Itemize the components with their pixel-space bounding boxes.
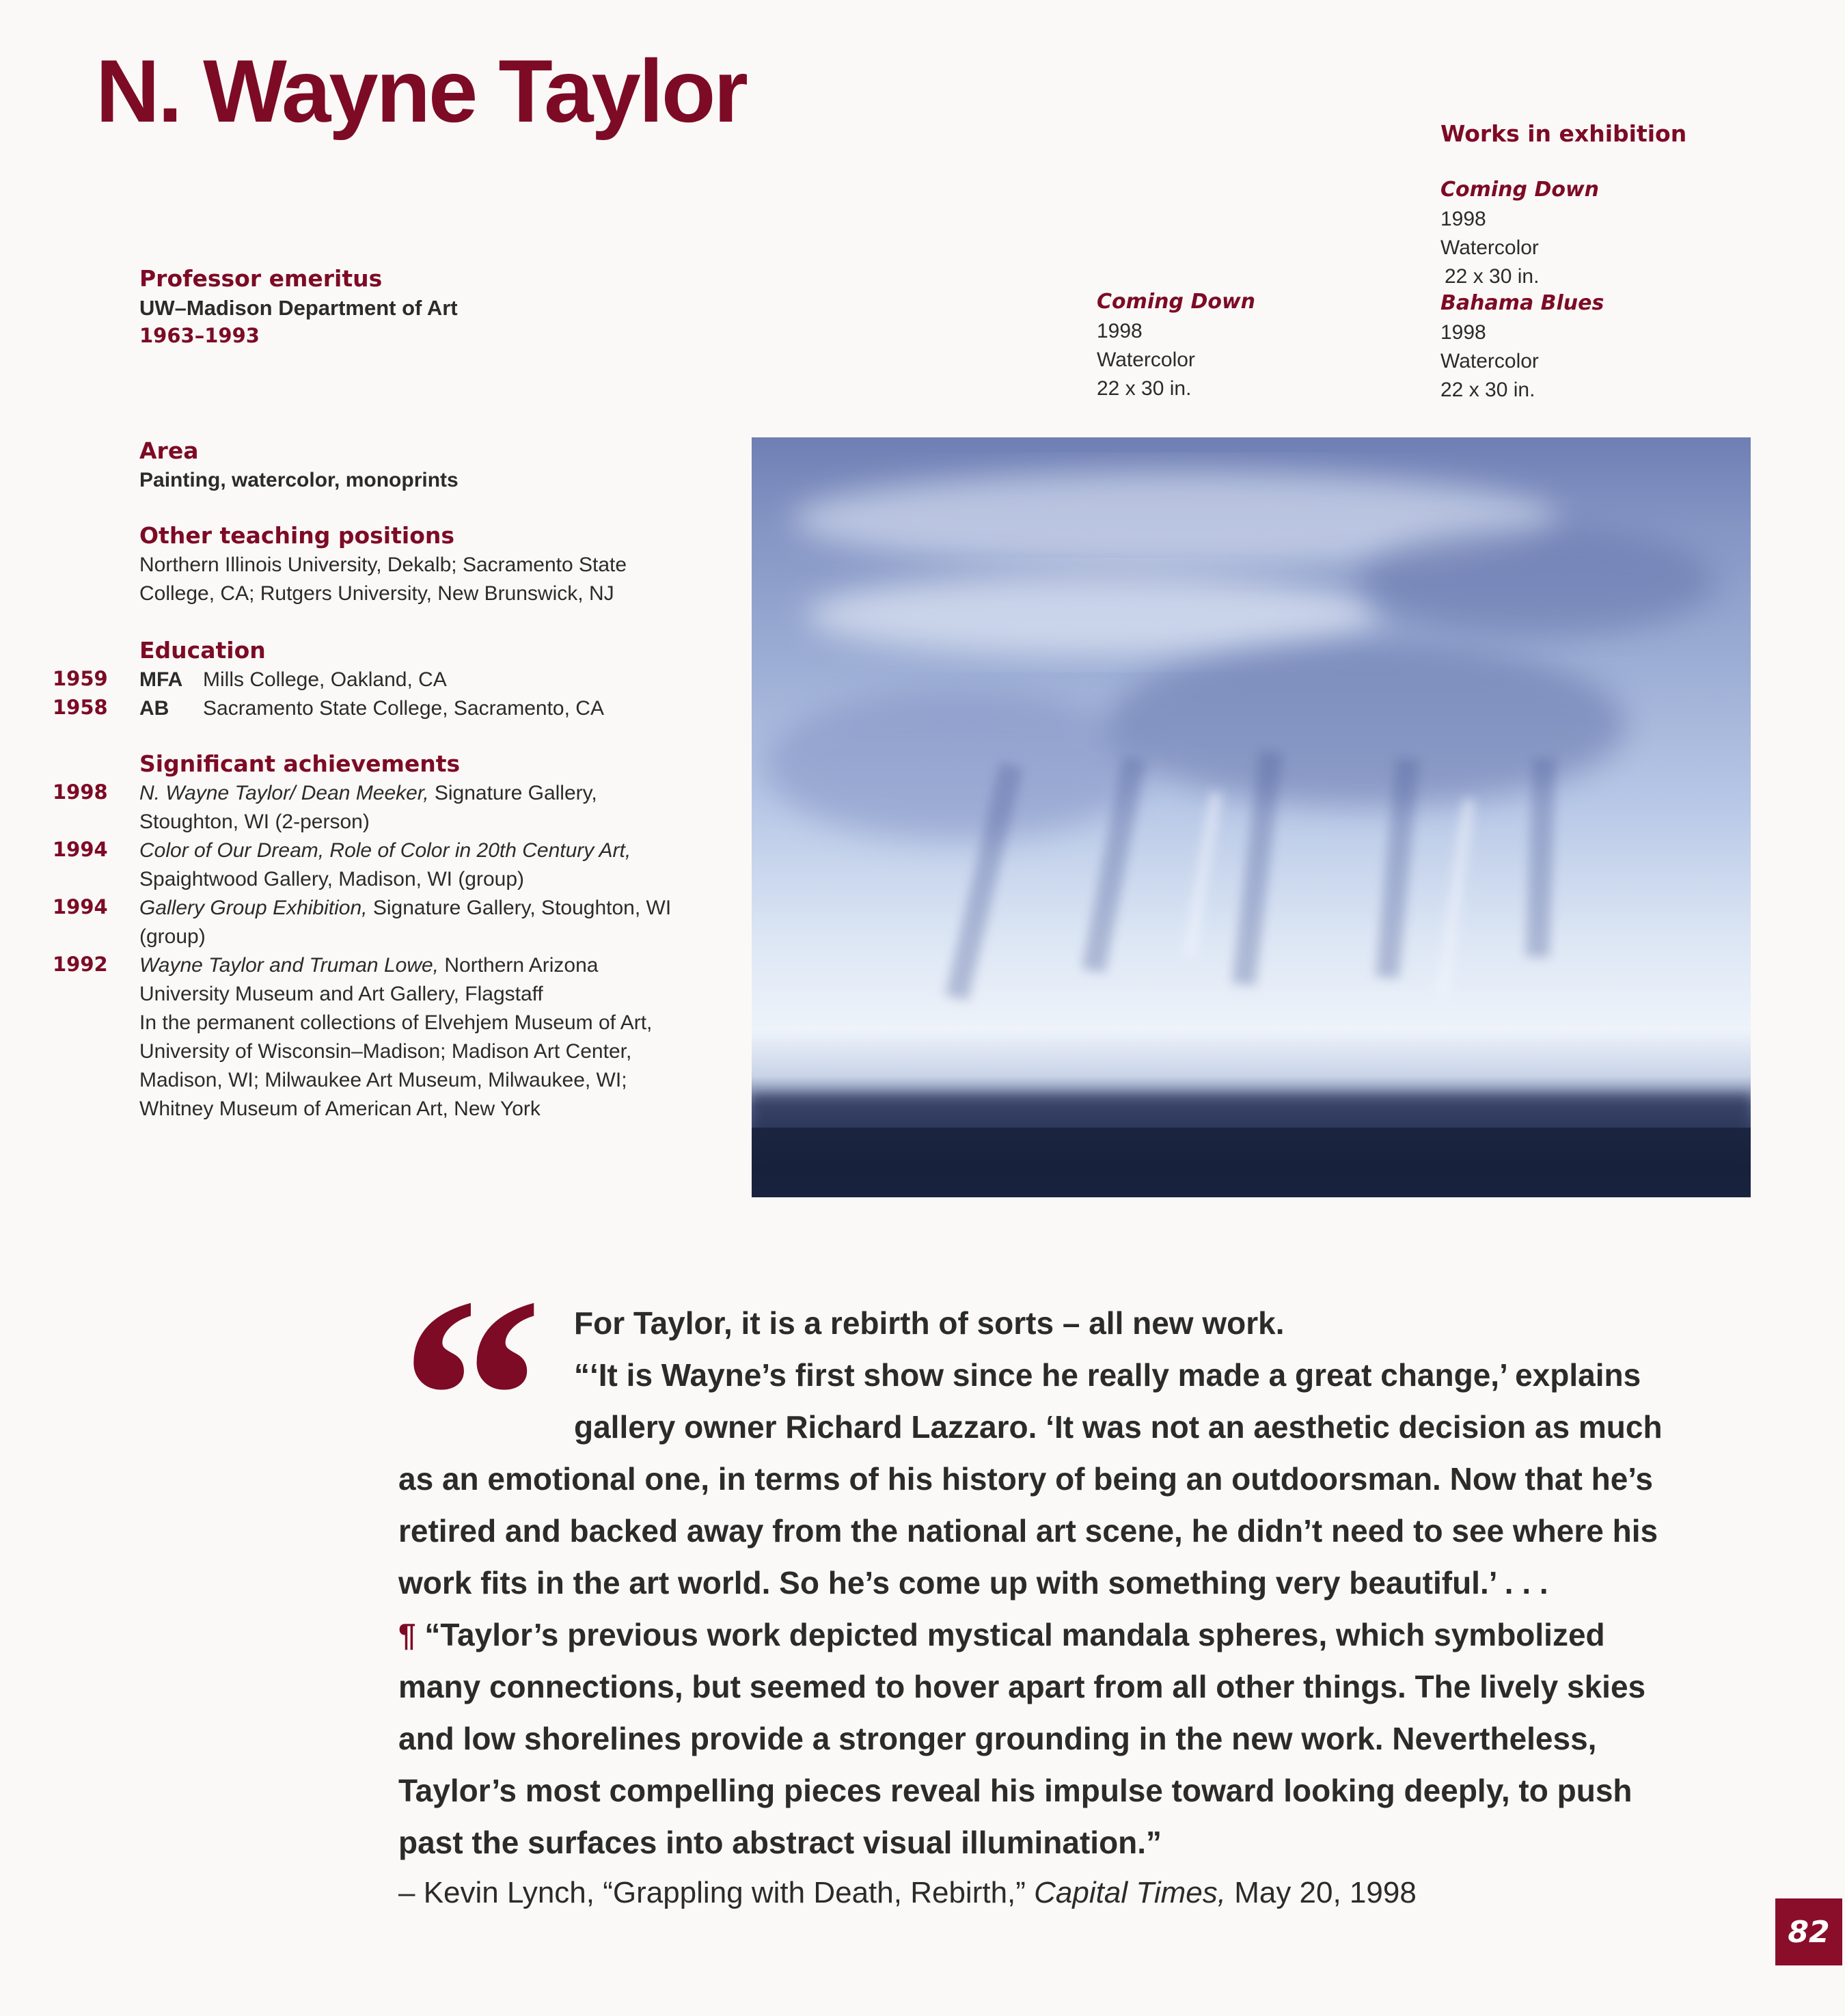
quote-line: many connections, but seemed to hover apart from all other things. The lively skies <box>398 1669 1646 1704</box>
quote-line: “‘It is Wayne’s first show since he really made a great change,’ explains <box>574 1357 1641 1393</box>
collections-line: In the permanent collections of Elvehjem Museum of Art, <box>139 1011 653 1034</box>
achievement-venue: Northern Arizona <box>439 954 599 977</box>
page-number-badge: 82 <box>1775 1898 1842 1965</box>
achievement-line <box>139 836 631 865</box>
work-year: 1998 <box>1440 321 1486 344</box>
painting-coming-down-image <box>752 437 1751 1197</box>
pilcrow-icon: ¶ <box>398 1617 416 1652</box>
painting-brushwork <box>752 437 1751 1197</box>
other-teaching-line: College, CA; Rutgers University, New Brunswick, NJ <box>139 582 614 605</box>
caption-size: 22 x 30 in. <box>1097 377 1192 400</box>
achievement-line: University Museum and Art Gallery, Flagstaff <box>139 983 543 1005</box>
collections-line: University of Wisconsin–Madison; Madison Art Center, <box>139 1040 632 1063</box>
quote-line: and low shorelines provide a stronger grounding in the new work. Nevertheless, <box>398 1721 1597 1756</box>
achievements-heading: Significant achievements <box>139 750 461 777</box>
caption-medium: Watercolor <box>1097 349 1195 371</box>
area-value: Painting, watercolor, monoprints <box>139 469 459 491</box>
other-teaching-line: Northern Illinois University, Dekalb; Sacramento State <box>139 554 627 576</box>
attribution-date: May 20, 1998 <box>1225 1876 1417 1909</box>
achievement-line <box>139 779 597 808</box>
work-medium: Watercolor <box>1440 350 1539 372</box>
quote-line: as an emotional one, in terms of his history of being an outdoorsman. Now that he’s <box>398 1461 1653 1497</box>
works-heading: Works in exhibition <box>1440 120 1687 147</box>
quote-open-mark: “ <box>400 1238 543 1556</box>
attribution-source: Capital Times, <box>1034 1876 1226 1909</box>
work-size: 22 x 30 in. <box>1445 265 1540 288</box>
achievement-title: Gallery Group Exhibition, <box>139 897 368 919</box>
caption-title: Coming Down <box>1097 290 1256 314</box>
quote-line: Taylor’s most compelling pieces reveal his impulse toward looking deeply, to push <box>398 1773 1632 1808</box>
quote-line <box>398 1609 1605 1661</box>
quote-line: work fits in the art world. So he’s come up with something very beautiful.’ . . . <box>398 1565 1548 1600</box>
achievement-title: Wayne Taylor and Truman Lowe, <box>139 954 439 977</box>
appointment-heading: Professor emeritus <box>139 265 383 292</box>
education-school: Mills College, Oakland, CA <box>203 668 447 691</box>
achievement-year: 1992 <box>53 953 108 976</box>
achievement-venue: Signature Gallery, Stoughton, WI <box>367 897 672 919</box>
achievement-year: 1994 <box>53 838 108 861</box>
education-heading: Education <box>139 637 266 664</box>
work-size: 22 x 30 in. <box>1440 379 1535 401</box>
achievement-title: N. Wayne Taylor/ Dean Meeker, <box>139 782 429 804</box>
quote-line: retired and backed away from the national art scene, he didn’t need to see where his <box>398 1513 1658 1549</box>
education-year: 1958 <box>53 696 108 719</box>
work-title: Coming Down <box>1440 178 1600 202</box>
work-medium: Watercolor <box>1440 236 1539 259</box>
education-degree: MFA <box>139 668 183 691</box>
education-degree: AB <box>139 697 169 720</box>
area-heading: Area <box>139 437 199 464</box>
work-year: 1998 <box>1440 208 1486 230</box>
appointment-years: 1963–1993 <box>139 324 260 347</box>
attribution-prefix: – Kevin Lynch, “Grappling with Death, Rebirth,” <box>398 1876 1035 1909</box>
collections-line: Whitney Museum of American Art, New York <box>139 1098 541 1120</box>
quote-line: past the surfaces into abstract visual illumination.” <box>398 1825 1162 1860</box>
achievement-line: Spaightwood Gallery, Madison, WI (group) <box>139 868 525 890</box>
achievement-line: Stoughton, WI (2-person) <box>139 811 370 833</box>
achievement-year: 1994 <box>53 895 108 918</box>
achievement-venue: Signature Gallery, <box>428 782 597 804</box>
work-title: Bahama Blues <box>1440 291 1604 315</box>
achievement-year: 1998 <box>53 780 108 804</box>
appointment-department: UW–Madison Department of Art <box>139 296 458 320</box>
other-teaching-heading: Other teaching positions <box>139 522 455 549</box>
quote-line: gallery owner Richard Lazzaro. ‘It was not an aesthetic decision as much <box>574 1409 1663 1445</box>
achievement-line: (group) <box>139 925 206 948</box>
achievement-title: Color of Our Dream, Role of Color in 20th Century Art, <box>139 839 631 862</box>
quote-attribution <box>398 1874 1417 1912</box>
education-school: Sacramento State College, Sacramento, CA <box>203 697 604 720</box>
achievement-line <box>139 894 671 923</box>
quote-line: For Taylor, it is a rebirth of sorts – all new work. <box>574 1305 1285 1341</box>
education-year: 1959 <box>53 667 108 690</box>
quote-line-text: “Taylor’s previous work depicted mystical mandala spheres, which symbolized <box>424 1617 1605 1652</box>
page-title: N. Wayne Taylor <box>96 41 746 141</box>
achievement-line <box>139 951 598 980</box>
caption-year: 1998 <box>1097 320 1143 342</box>
collections-line: Madison, WI; Milwaukee Art Museum, Milwaukee, WI; <box>139 1069 627 1091</box>
